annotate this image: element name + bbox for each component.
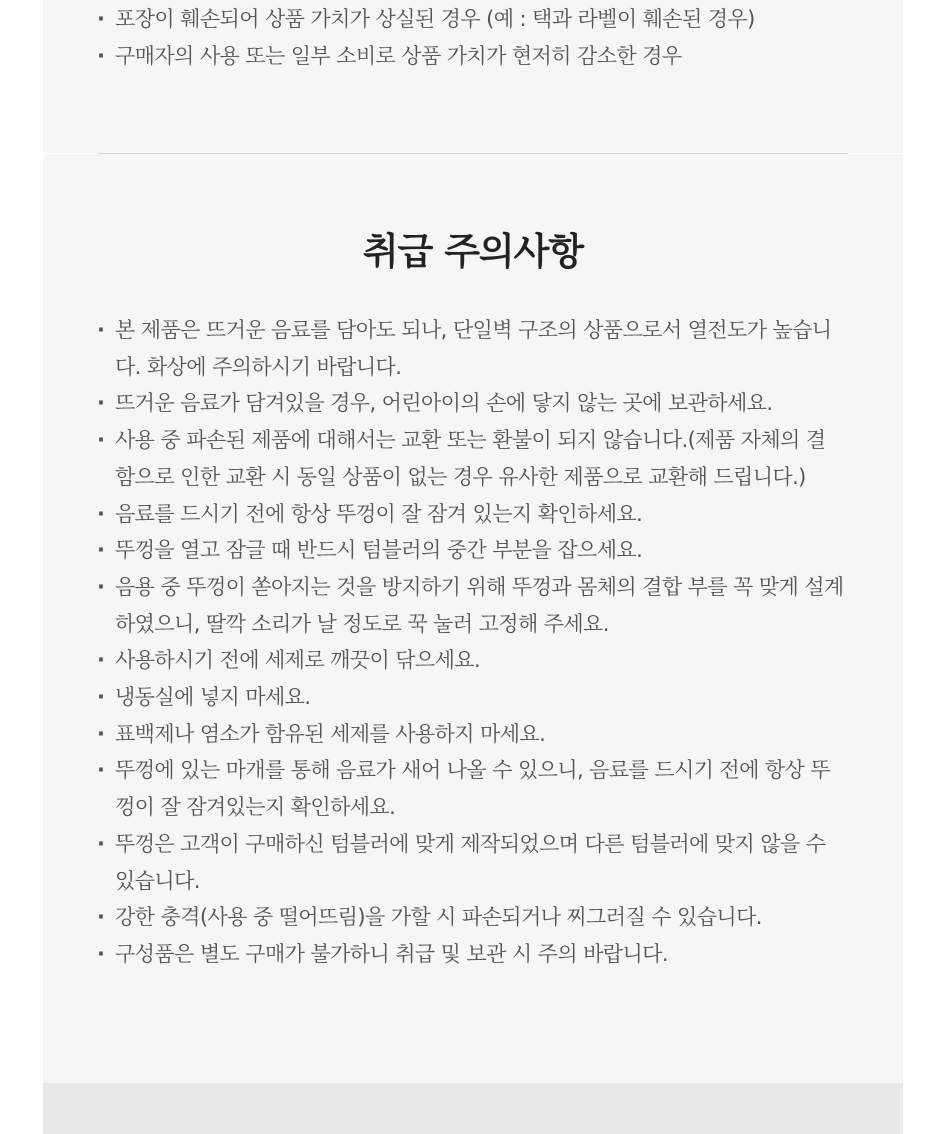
list-item: · 뚜껑을 열고 잠글 때 반드시 텀블러의 중간 부분을 잡으세요.: [95, 532, 845, 569]
list-item: · 포장이 훼손되어 상품 가치가 상실된 경우 (예 : 택과 라벨이 훼손된 경우): [95, 1, 845, 38]
list-item: · 사용하시기 전에 세제로 깨끗이 닦으세요.: [95, 642, 845, 679]
list-item: · 음료를 드시기 전에 항상 뚜껑이 잘 잠겨 있는지 확인하세요.: [95, 496, 845, 533]
list-item: · 강한 충격(사용 중 떨어뜨림)을 가할 시 파손되거나 찌그러질 수 있습니다.: [95, 899, 845, 936]
list-item: · 구성품은 별도 구매가 불가하니 취급 및 보관 시 주의 바랍니다.: [95, 936, 845, 973]
list-item: · 뜨거운 음료가 담겨있을 경우, 어린아이의 손에 닿지 않는 곳에 보관하세요.: [95, 385, 845, 422]
list-item: · 표백제나 염소가 함유된 세제를 사용하지 마세요.: [95, 716, 845, 753]
section-title: 취급 주의사항: [362, 230, 584, 273]
list-item: · 본 제품은 뜨거운 음료를 담아도 되나, 단일벽 구조의 상품으로서 열전도가 높습니다. 화상에 주의하시기 바랍니다.: [95, 312, 845, 385]
list-item: · 뚜껑은 고객이 구매하신 텀블러에 맞게 제작되었으며 다른 텀블러에 맞지 않을 수 있습니다.: [95, 826, 845, 899]
next-section-panel: [43, 1083, 903, 1134]
list-item: · 음용 중 뚜껑이 쏟아지는 것을 방지하기 위해 뚜껑과 몸체의 결합 부를 꼭 맞게 설계하였으니, 딸깍 소리가 날 정도로 꾹 눌러 고정해 주세요.: [95, 569, 845, 642]
list-item: · 사용 중 파손된 제품에 대해서는 교환 또는 환불이 되지 않습니다.(제품 자체의 결함으로 인한 교환 시 동일 상품이 없는 경우 유사한 제품으로 교환해 드립니다.): [95, 422, 845, 495]
handling-precautions-list: [95, 312, 845, 973]
exchange-conditions-list: [95, 1, 845, 74]
list-item: · 뚜껑에 있는 마개를 통해 음료가 새어 나올 수 있으니, 음료를 드시기 전에 항상 뚜껑이 잘 잠겨있는지 확인하세요.: [95, 752, 845, 825]
list-item: · 냉동실에 넣지 마세요.: [95, 679, 845, 716]
list-item: · 구매자의 사용 또는 일부 소비로 상품 가치가 현저히 감소한 경우: [95, 38, 845, 75]
